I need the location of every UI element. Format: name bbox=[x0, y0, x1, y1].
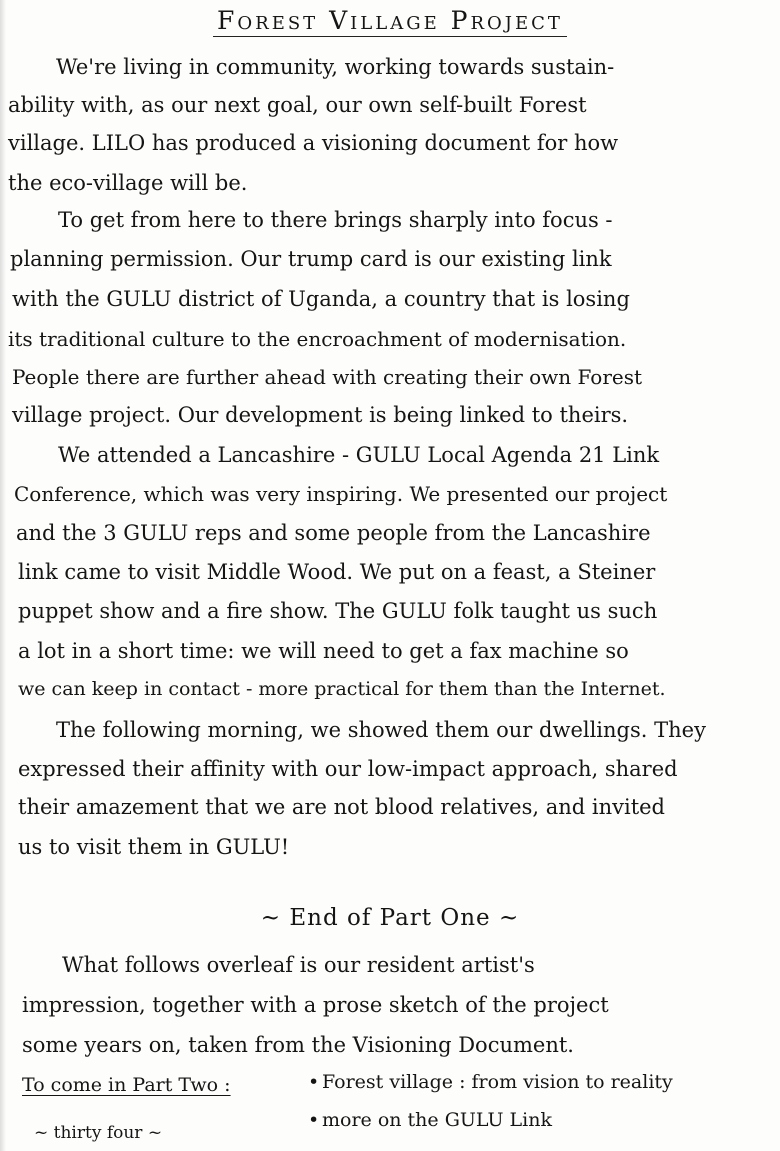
text-line-13: and the 3 GULU reps and some people from the Lancashire bbox=[16, 521, 651, 545]
text-line-7: with the GULU district of Uganda, a country that is losing bbox=[12, 287, 630, 311]
end-of-part-one-divider: ~ End of Part One ~ bbox=[260, 905, 520, 931]
after-line-2: impression, together with a prose sketch of the project bbox=[22, 993, 609, 1017]
to-come-label: To come in Part Two : bbox=[22, 1074, 231, 1096]
text-line-4: the eco-village will be. bbox=[8, 171, 248, 195]
text-line-1: We're living in community, working towards sustain- bbox=[56, 55, 615, 79]
text-line-16: a lot in a short time: we will need to get a fax machine so bbox=[18, 639, 629, 663]
to-come-item-2 bbox=[308, 1106, 552, 1134]
text-line-20: their amazement that we are not blood relatives, and invited bbox=[18, 795, 666, 819]
to-come-item-1 bbox=[308, 1068, 673, 1096]
text-line-8: its traditional culture to the encroachment of modernisation. bbox=[8, 327, 627, 351]
text-line-2: ability with, as our next goal, our own self-built Forest bbox=[8, 93, 587, 117]
text-line-12: Conference, which was very inspiring. We presented our project bbox=[14, 482, 668, 506]
text-line-3: village. LILO has produced a visioning document for how bbox=[8, 131, 619, 155]
after-line-3: some years on, taken from the Visioning Document. bbox=[22, 1033, 574, 1057]
text-line-9: People there are further ahead with creating their own Forest bbox=[12, 365, 643, 389]
scan-edge-shadow bbox=[0, 0, 6, 1151]
text-line-6: planning permission. Our trump card is our existing link bbox=[10, 247, 612, 271]
after-line-1: What follows overleaf is our resident artist's bbox=[62, 953, 535, 977]
page-title-text: Forest Village Project bbox=[213, 6, 567, 37]
page-title bbox=[0, 6, 780, 35]
bullet-icon: • bbox=[308, 1071, 320, 1093]
text-line-19: expressed their affinity with our low-impact approach, shared bbox=[18, 757, 678, 781]
text-line-14: link came to visit Middle Wood. We put on a feast, a Steiner bbox=[18, 560, 656, 584]
text-line-10: village project. Our development is being linked to theirs. bbox=[12, 403, 629, 427]
bullet-icon: • bbox=[308, 1109, 320, 1131]
text-line-18: The following morning, we showed them our dwellings. They bbox=[56, 718, 706, 742]
text-line-17: we can keep in contact - more practical for them than the Internet. bbox=[18, 678, 666, 700]
to-come-item-2-text: more on the GULU Link bbox=[322, 1109, 552, 1131]
text-line-11: We attended a Lancashire - GULU Local Agenda 21 Link bbox=[58, 443, 660, 467]
text-line-15: puppet show and a fire show. The GULU folk taught us such bbox=[18, 599, 658, 623]
text-line-5: To get from here to there brings sharply into focus - bbox=[58, 208, 613, 232]
page-number: ~ thirty four ~ bbox=[34, 1123, 163, 1143]
to-come-item-1-text: Forest village : from vision to reality bbox=[322, 1071, 673, 1093]
text-line-21: us to visit them in GULU! bbox=[18, 835, 290, 859]
